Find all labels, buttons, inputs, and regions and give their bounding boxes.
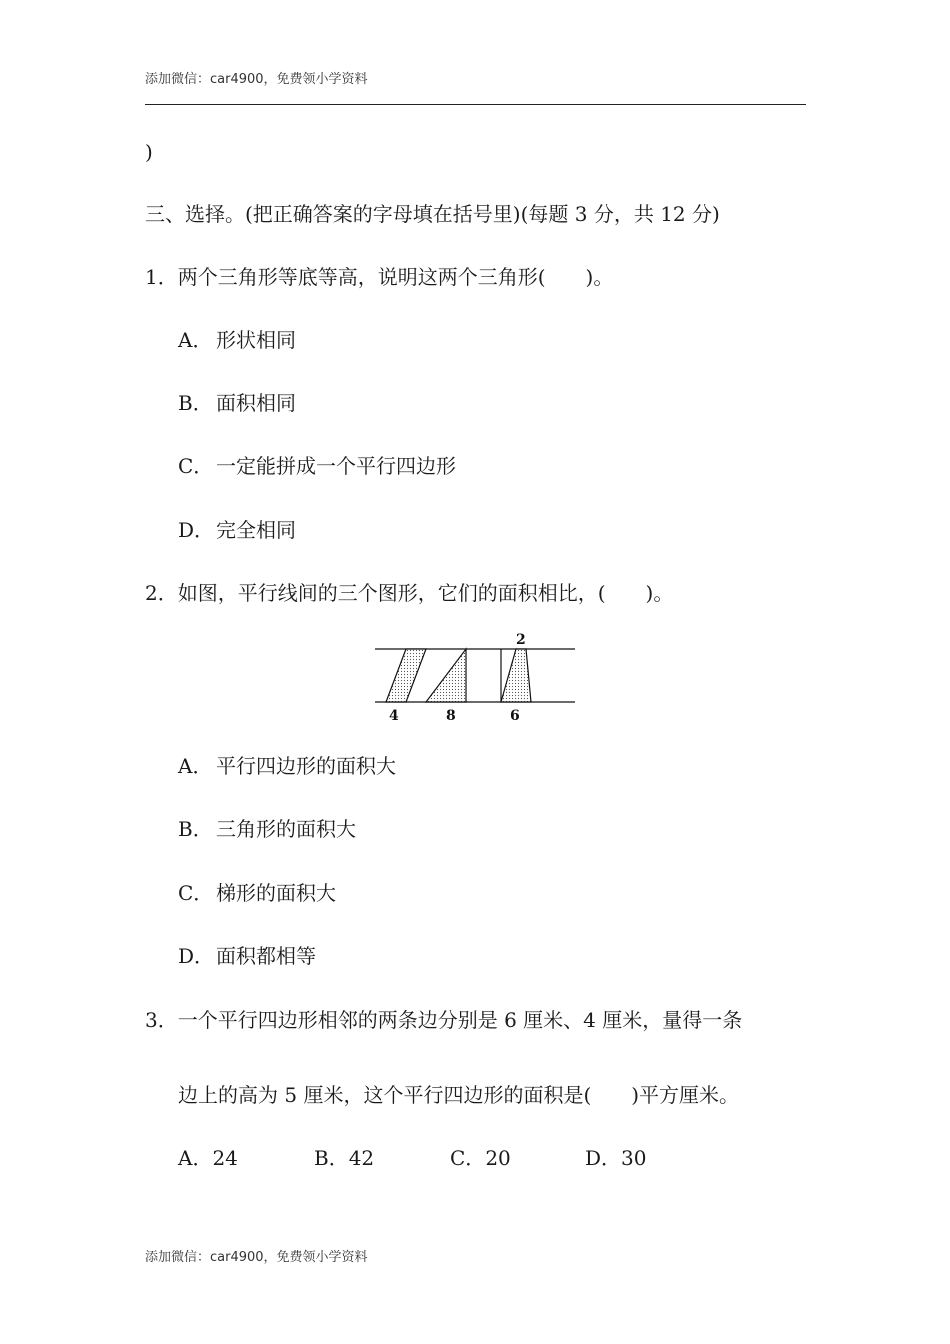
question-2-option-a[interactable] <box>178 752 396 780</box>
question-3-stem-line-2: 边上的高为 5 厘米，这个平行四边形的面积是( )平方厘米。 <box>178 1083 740 1107</box>
header-divider <box>145 104 806 105</box>
option-text: 面积相同 <box>216 391 296 415</box>
question-1-option-c[interactable] <box>178 452 456 480</box>
question-2-option-c[interactable] <box>178 879 336 907</box>
option-text: 面积都相等 <box>216 944 316 968</box>
label-trapezoid-top: 2 <box>516 632 526 648</box>
option-letter: A． <box>178 328 213 352</box>
label-triangle-base: 8 <box>446 708 456 724</box>
option-letter: B． <box>314 1146 349 1170</box>
continued-fragment: ) <box>145 140 153 164</box>
question-2-stem: 2．如图，平行线间的三个图形，它们的面积相比，( )。 <box>145 581 674 605</box>
option-text: 一定能拼成一个平行四边形 <box>216 454 456 478</box>
question-1-option-b[interactable] <box>178 389 296 417</box>
question-1-option-a[interactable] <box>178 326 296 354</box>
option-letter: A． <box>178 1146 213 1170</box>
option-letter: C． <box>178 454 214 478</box>
triangle-shape <box>426 649 466 702</box>
question-3-stem-line-1: 3．一个平行四边形相邻的两条边分别是 6 厘米、4 厘米，量得一条 <box>145 1008 743 1032</box>
option-text: 42 <box>348 1146 375 1170</box>
option-text: 20 <box>485 1146 511 1170</box>
question-3-option-a[interactable] <box>178 1144 238 1172</box>
question-3-option-d[interactable] <box>585 1144 647 1172</box>
option-text: 平行四边形的面积大 <box>216 754 396 778</box>
option-text: 30 <box>621 1146 647 1170</box>
option-letter: C． <box>178 881 214 905</box>
option-letter: B． <box>178 817 213 841</box>
option-text: 24 <box>212 1146 238 1170</box>
question-3-option-c[interactable] <box>450 1144 511 1172</box>
option-letter: D． <box>178 518 215 542</box>
option-letter: A． <box>178 754 213 778</box>
question-1-stem: 1．两个三角形等底等高，说明这两个三角形( )。 <box>145 265 614 289</box>
label-trapezoid-bottom: 6 <box>510 708 520 724</box>
option-text: 梯形的面积大 <box>216 881 336 905</box>
label-parallelogram-base: 4 <box>389 708 399 724</box>
option-text: 完全相同 <box>216 518 296 542</box>
parallel-lines-figure <box>370 628 580 726</box>
option-letter: D． <box>585 1146 622 1170</box>
page-header: 添加微信：car4900，免费领小学资料 <box>145 72 368 87</box>
option-letter: D． <box>178 944 215 968</box>
page-footer: 添加微信：car4900，免费领小学资料 <box>145 1250 368 1265</box>
question-1-option-d[interactable] <box>178 516 296 544</box>
question-2-option-b[interactable] <box>178 815 356 843</box>
option-letter: C． <box>450 1146 486 1170</box>
option-letter: B． <box>178 391 213 415</box>
option-text: 形状相同 <box>216 328 296 352</box>
parallelogram-shape <box>386 649 426 702</box>
option-text: 三角形的面积大 <box>216 817 356 841</box>
question-2-option-d[interactable] <box>178 942 316 970</box>
question-3-option-b[interactable] <box>314 1144 374 1172</box>
trapezoid-shape <box>501 649 531 702</box>
section-title: 三、选择。(把正确答案的字母填在括号里)(每题 3 分，共 12 分) <box>145 202 720 226</box>
